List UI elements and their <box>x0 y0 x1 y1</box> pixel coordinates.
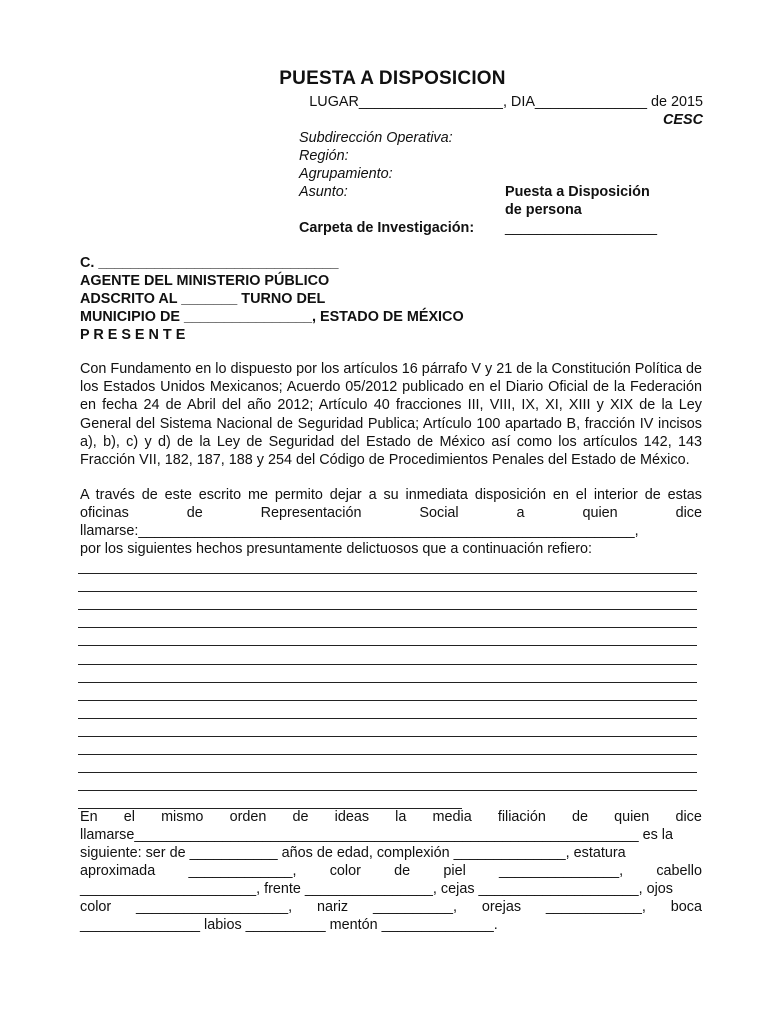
filiation-line-5: ______________________, frente ________________, cejas ____________________, ojos <box>80 881 673 897</box>
asunto-value-cont: de persona <box>505 202 582 218</box>
region-label: Región: <box>299 148 349 164</box>
filiation-line-4: aproximada _____________, color de piel _______________, cabello <box>80 863 702 879</box>
carpeta-blank: ___________________ <box>505 220 658 236</box>
presente-label: P R E S E N T E <box>80 327 186 343</box>
blank-rule-line <box>78 645 697 646</box>
addressee-name: C. ______________________________ <box>80 255 339 271</box>
blank-rule-line <box>78 718 697 719</box>
blank-rule-line <box>78 627 697 628</box>
blank-rule-line <box>78 609 697 610</box>
addressee-turno: ADSCRITO AL _______ TURNO DEL <box>80 291 326 307</box>
blank-rule-line <box>78 573 697 574</box>
filiation-line-7: _______________ labios __________ mentón ______________. <box>80 917 498 933</box>
disposition-name-blank: llamarse:______________________________________________________________, <box>80 523 639 539</box>
filiation-line-1: En el mismo orden de ideas la media filiación de quien dice <box>80 809 702 825</box>
disposition-line-1: A través de este escrito me permito dejar a su inmediata disposición en el interior de estas <box>80 487 702 503</box>
filiation-line-2: llamarse_______________________________________________________________ es la <box>80 827 673 843</box>
place-date-line: LUGAR__________________, DIA______________ de 2015 <box>309 94 703 110</box>
disposition-line-2: oficinas de Representación Social a quien dice <box>80 505 702 521</box>
agrupamiento-label: Agrupamiento: <box>299 166 393 182</box>
blank-rule-line <box>78 700 697 701</box>
addressee-municipio: MUNICIPIO DE ________________, ESTADO DE MÉXICO <box>80 309 464 325</box>
cesc-label: CESC <box>663 112 703 128</box>
addressee-title: AGENTE DEL MINISTERIO PÚBLICO <box>80 273 330 289</box>
blank-rule-line <box>78 664 697 665</box>
subdireccion-label: Subdirección Operativa: <box>299 130 453 146</box>
legal-basis-paragraph: Con Fundamento en lo dispuesto por los artículos 16 párrafo V y 21 de la Constitución Política de los Estados Unidos Mexicanos; Acuerdo 05/2012 publicado en el Diario Oficial de la Federación en fecha 24 de Abril del año 2012; Artículo 40 fracciones III, VIII, IX, XI, XIII y XIX de la Ley General del Sistema Nacional de Seguridad Publica; Artículo 100 apartado B, fracción IV incisos a), b), c) y d) de la Ley de Seguridad del Estado de México así como los artículos 142, 143 Fracción VII, 182, 187, 188 y 254 del Código de Procedimientos Penales del Estado de México. <box>80 361 702 469</box>
asunto-value: Puesta a Disposición <box>505 184 650 200</box>
blank-rule-line <box>78 591 697 592</box>
facts-intro: por los siguientes hechos presuntamente delictuosos que a continuación refiero: <box>80 541 592 557</box>
page-title: PUESTA A DISPOSICION <box>279 68 506 89</box>
filiation-line-3: siguiente: ser de ___________ años de edad, complexión ______________, estatura <box>80 845 626 861</box>
blank-rule-line <box>78 772 697 773</box>
blank-rule-line <box>78 736 697 737</box>
carpeta-label: Carpeta de Investigación: <box>299 220 475 236</box>
blank-rule-line <box>78 682 697 683</box>
blank-rule-line <box>78 754 697 755</box>
filiation-line-6: color ___________________, nariz __________, orejas ____________, boca <box>80 899 702 915</box>
blank-rule-line <box>78 790 697 791</box>
asunto-label: Asunto: <box>299 184 348 200</box>
